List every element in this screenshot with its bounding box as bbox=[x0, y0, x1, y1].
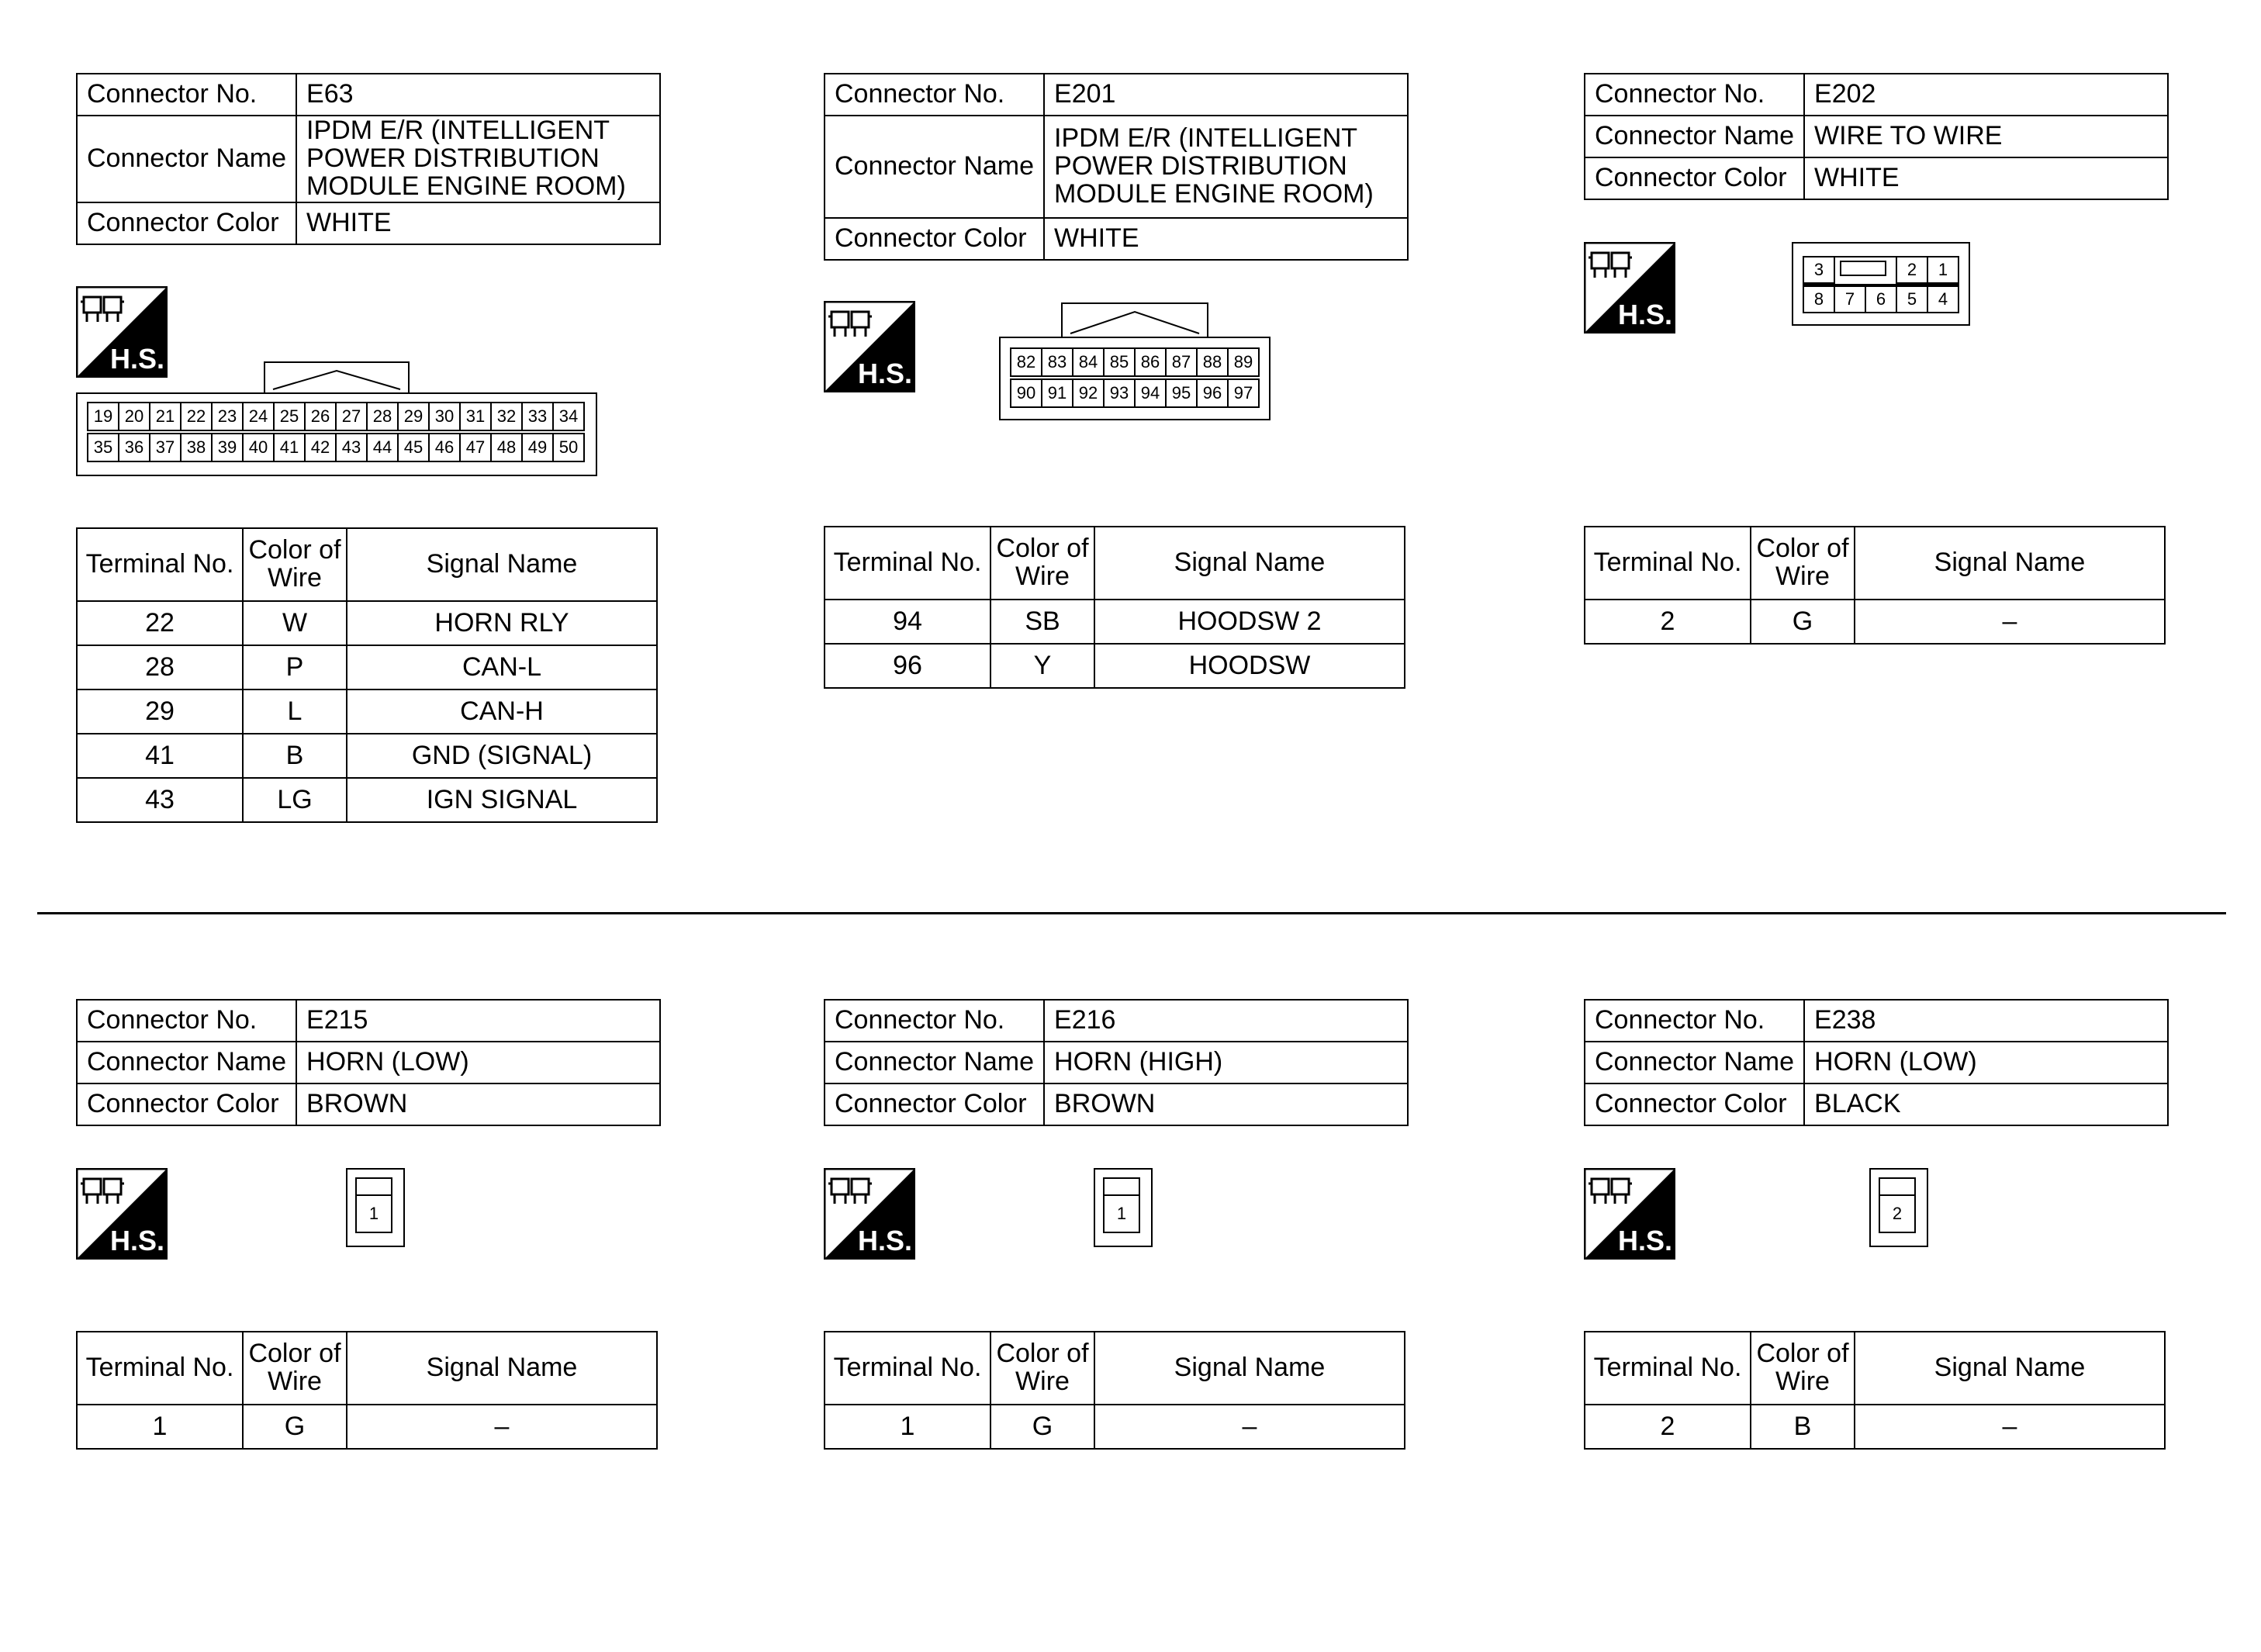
connector-name-label: Connector Name bbox=[825, 1042, 1044, 1083]
pin-cell: 83 bbox=[1041, 347, 1073, 377]
table-row bbox=[825, 644, 1405, 688]
pin-cell: 4 bbox=[1927, 285, 1959, 313]
wire-color: W bbox=[243, 601, 347, 645]
pin-cell: 91 bbox=[1041, 378, 1073, 408]
pin-cell: 22 bbox=[180, 402, 213, 431]
pin-cell: 95 bbox=[1165, 378, 1198, 408]
connector-color-value: BLACK bbox=[1804, 1083, 2168, 1125]
wire-color: G bbox=[1751, 600, 1855, 644]
signal-name-header: Signal Name bbox=[347, 1332, 657, 1405]
wire-color: LG bbox=[243, 778, 347, 822]
connector-e238 bbox=[1584, 999, 2169, 1126]
connector-info-table bbox=[76, 73, 661, 245]
connector-name-label: Connector Name bbox=[825, 116, 1044, 218]
terminal-no: 94 bbox=[825, 600, 990, 644]
pin-cell: 45 bbox=[397, 433, 430, 462]
color-of-wire-header: Color of Wire bbox=[990, 1332, 1094, 1405]
wire-color: Y bbox=[990, 644, 1094, 688]
connector-name-value: IPDM E/R (INTELLIGENT POWER DISTRIBUTION MODULE ENGINE ROOM) bbox=[1044, 116, 1408, 218]
connector-info-table bbox=[1584, 999, 2169, 1126]
signal-name: CAN-L bbox=[347, 645, 657, 689]
connector-e201 bbox=[824, 73, 1409, 261]
signal-name: – bbox=[347, 1405, 657, 1449]
section-divider bbox=[37, 912, 2226, 914]
wire-color: B bbox=[243, 734, 347, 778]
pin-cell: 29 bbox=[397, 402, 430, 431]
pin-cell: 96 bbox=[1196, 378, 1229, 408]
pin-cell: 92 bbox=[1072, 378, 1105, 408]
pin-cell: 20 bbox=[118, 402, 150, 431]
wire-color: L bbox=[243, 689, 347, 734]
pin-cell: 36 bbox=[118, 433, 150, 462]
pin-cell: 82 bbox=[1010, 347, 1042, 377]
connector-no-label: Connector No. bbox=[1585, 74, 1804, 116]
connector-no-label: Connector No. bbox=[77, 1000, 296, 1042]
connector-no-value: E216 bbox=[1044, 1000, 1408, 1042]
table-row bbox=[77, 601, 657, 645]
terminal-no: 41 bbox=[77, 734, 243, 778]
connector-key-slot bbox=[1840, 261, 1886, 276]
table-row bbox=[77, 778, 657, 822]
signal-name: HOODSW 2 bbox=[1094, 600, 1405, 644]
connector-color-label: Connector Color bbox=[77, 202, 296, 244]
pin-cell: 46 bbox=[428, 433, 461, 462]
terminal-table-e202 bbox=[1584, 526, 2166, 645]
connector-color-value: WHITE bbox=[296, 202, 660, 244]
connector-name-label: Connector Name bbox=[1585, 116, 1804, 157]
terminal-no: 96 bbox=[825, 644, 990, 688]
harness-side-icon bbox=[824, 301, 915, 392]
connector-name-value: WIRE TO WIRE bbox=[1804, 116, 2168, 157]
pin-cell: 1 bbox=[1927, 256, 1959, 284]
connector-no-value: E215 bbox=[296, 1000, 660, 1042]
signal-name: HOODSW bbox=[1094, 644, 1405, 688]
connector-latch bbox=[271, 368, 402, 391]
pin-cell: 39 bbox=[211, 433, 244, 462]
pin-cell: 2 bbox=[1879, 1194, 1916, 1233]
pin-cell: 23 bbox=[211, 402, 244, 431]
terminal-no-header: Terminal No. bbox=[1585, 527, 1751, 600]
pin-cell: 8 bbox=[1803, 285, 1835, 313]
connector-e202 bbox=[1584, 73, 2169, 200]
table-row bbox=[77, 689, 657, 734]
terminal-no: 29 bbox=[77, 689, 243, 734]
connector-name-value: HORN (LOW) bbox=[1804, 1042, 2168, 1083]
pin-cell: 7 bbox=[1834, 285, 1866, 313]
connector-e216 bbox=[824, 999, 1409, 1126]
connector-color-value: WHITE bbox=[1804, 157, 2168, 199]
pin-cell: 37 bbox=[149, 433, 182, 462]
wire-color: B bbox=[1751, 1405, 1855, 1449]
pin-cell: 87 bbox=[1165, 347, 1198, 377]
pin-cell: 90 bbox=[1010, 378, 1042, 408]
pin-cell: 43 bbox=[335, 433, 368, 462]
color-of-wire-header: Color of Wire bbox=[990, 527, 1094, 600]
signal-name: – bbox=[1855, 600, 2165, 644]
pin-cell: 40 bbox=[242, 433, 275, 462]
signal-name-header: Signal Name bbox=[1855, 527, 2165, 600]
connector-color-label: Connector Color bbox=[77, 1083, 296, 1125]
connector-no-label: Connector No. bbox=[825, 1000, 1044, 1042]
terminal-table-e63 bbox=[76, 527, 658, 823]
terminal-table-e216 bbox=[824, 1331, 1405, 1450]
pin-cell: 25 bbox=[273, 402, 306, 431]
connector-color-label: Connector Color bbox=[1585, 157, 1804, 199]
pin-cell: 47 bbox=[459, 433, 492, 462]
pin-cell: 34 bbox=[552, 402, 585, 431]
connector-e63 bbox=[76, 73, 661, 245]
connector-name-value: HORN (HIGH) bbox=[1044, 1042, 1408, 1083]
color-of-wire-header: Color of Wire bbox=[1751, 527, 1855, 600]
pin-cell: 27 bbox=[335, 402, 368, 431]
pin-cell: 28 bbox=[366, 402, 399, 431]
connector-color-value: BROWN bbox=[1044, 1083, 1408, 1125]
connector-color-label: Connector Color bbox=[1585, 1083, 1804, 1125]
pin-cell: 24 bbox=[242, 402, 275, 431]
table-row bbox=[77, 645, 657, 689]
signal-name-header: Signal Name bbox=[347, 528, 657, 601]
terminal-no: 22 bbox=[77, 601, 243, 645]
color-of-wire-header: Color of Wire bbox=[1751, 1332, 1855, 1405]
pin-cell: 44 bbox=[366, 433, 399, 462]
pin-cell: 85 bbox=[1103, 347, 1136, 377]
terminal-table-e215 bbox=[76, 1331, 658, 1450]
pin-cell: 50 bbox=[552, 433, 585, 462]
terminal-no-header: Terminal No. bbox=[1585, 1332, 1751, 1405]
pin-cell: 89 bbox=[1227, 347, 1260, 377]
pin-cell: 6 bbox=[1865, 285, 1897, 313]
harness-side-icon bbox=[76, 1168, 168, 1260]
connector-info-table bbox=[1584, 73, 2169, 200]
connector-info-table bbox=[824, 73, 1409, 261]
connector-info-table bbox=[824, 999, 1409, 1126]
harness-side-icon bbox=[824, 1168, 915, 1260]
table-row bbox=[77, 734, 657, 778]
pin-cell: 38 bbox=[180, 433, 213, 462]
wire-color: SB bbox=[990, 600, 1094, 644]
connector-no-label: Connector No. bbox=[1585, 1000, 1804, 1042]
terminal-no-header: Terminal No. bbox=[77, 528, 243, 601]
connector-name-label: Connector Name bbox=[77, 116, 296, 202]
table-row bbox=[1585, 600, 2165, 644]
table-row bbox=[825, 1405, 1405, 1449]
harness-side-icon bbox=[1584, 242, 1675, 334]
table-row bbox=[1585, 1405, 2165, 1449]
connector-no-label: Connector No. bbox=[77, 74, 296, 116]
pin-cell: 84 bbox=[1072, 347, 1105, 377]
connector-no-label: Connector No. bbox=[825, 74, 1044, 116]
terminal-no: 1 bbox=[77, 1405, 243, 1449]
connector-color-label: Connector Color bbox=[825, 218, 1044, 260]
connector-color-value: BROWN bbox=[296, 1083, 660, 1125]
terminal-no: 28 bbox=[77, 645, 243, 689]
wire-color: G bbox=[243, 1405, 347, 1449]
pin-cell: 30 bbox=[428, 402, 461, 431]
connector-info-table bbox=[76, 999, 661, 1126]
table-row bbox=[825, 600, 1405, 644]
terminal-no-header: Terminal No. bbox=[77, 1332, 243, 1405]
pin-cell: 35 bbox=[87, 433, 119, 462]
signal-name: – bbox=[1094, 1405, 1405, 1449]
table-row bbox=[77, 1405, 657, 1449]
connector-name-value: HORN (LOW) bbox=[296, 1042, 660, 1083]
pin-cell: 94 bbox=[1134, 378, 1167, 408]
signal-name: – bbox=[1855, 1405, 2165, 1449]
pin-cell: 41 bbox=[273, 433, 306, 462]
pin-cell: 93 bbox=[1103, 378, 1136, 408]
pin-cell: 26 bbox=[304, 402, 337, 431]
pin-cell: 1 bbox=[1103, 1194, 1140, 1233]
wire-color: P bbox=[243, 645, 347, 689]
connector-latch bbox=[1069, 309, 1201, 335]
terminal-no-header: Terminal No. bbox=[825, 527, 990, 600]
signal-name: IGN SIGNAL bbox=[347, 778, 657, 822]
terminal-table-e238 bbox=[1584, 1331, 2166, 1450]
connector-no-value: E238 bbox=[1804, 1000, 2168, 1042]
signal-name: GND (SIGNAL) bbox=[347, 734, 657, 778]
signal-name: HORN RLY bbox=[347, 601, 657, 645]
signal-name-header: Signal Name bbox=[1855, 1332, 2165, 1405]
connector-no-value: E202 bbox=[1804, 74, 2168, 116]
connector-name-value: IPDM E/R (INTELLIGENT POWER DISTRIBUTION MODULE ENGINE ROOM) bbox=[296, 116, 660, 202]
signal-name-header: Signal Name bbox=[1094, 1332, 1405, 1405]
harness-side-icon bbox=[76, 286, 168, 378]
pin-cell: 33 bbox=[521, 402, 554, 431]
pin-cell: 3 bbox=[1803, 256, 1835, 284]
pin-cell: 49 bbox=[521, 433, 554, 462]
terminal-no: 1 bbox=[825, 1405, 990, 1449]
pin-cell: 97 bbox=[1227, 378, 1260, 408]
pin-cell: 86 bbox=[1134, 347, 1167, 377]
wire-color: G bbox=[990, 1405, 1094, 1449]
terminal-no: 43 bbox=[77, 778, 243, 822]
pin-cell: 1 bbox=[355, 1194, 392, 1233]
connector-no-value: E63 bbox=[296, 74, 660, 116]
connector-color-value: WHITE bbox=[1044, 218, 1408, 260]
pin-cell: 19 bbox=[87, 402, 119, 431]
terminal-no-header: Terminal No. bbox=[825, 1332, 990, 1405]
harness-side-icon bbox=[1584, 1168, 1675, 1260]
pin-cell: 21 bbox=[149, 402, 182, 431]
connector-color-label: Connector Color bbox=[825, 1083, 1044, 1125]
connector-no-value: E201 bbox=[1044, 74, 1408, 116]
color-of-wire-header: Color of Wire bbox=[243, 1332, 347, 1405]
pin-cell: 48 bbox=[490, 433, 523, 462]
connector-name-label: Connector Name bbox=[1585, 1042, 1804, 1083]
terminal-table-e201 bbox=[824, 526, 1405, 689]
color-of-wire-header: Color of Wire bbox=[243, 528, 347, 601]
pin-cell: 32 bbox=[490, 402, 523, 431]
pin-cell: 5 bbox=[1896, 285, 1928, 313]
pin-cell: 88 bbox=[1196, 347, 1229, 377]
terminal-no: 2 bbox=[1585, 1405, 1751, 1449]
pin-cell: 2 bbox=[1896, 256, 1928, 284]
signal-name-header: Signal Name bbox=[1094, 527, 1405, 600]
signal-name: CAN-H bbox=[347, 689, 657, 734]
terminal-no: 2 bbox=[1585, 600, 1751, 644]
connector-name-label: Connector Name bbox=[77, 1042, 296, 1083]
connector-e215 bbox=[76, 999, 661, 1126]
pin-cell: 42 bbox=[304, 433, 337, 462]
pin-cell: 31 bbox=[459, 402, 492, 431]
